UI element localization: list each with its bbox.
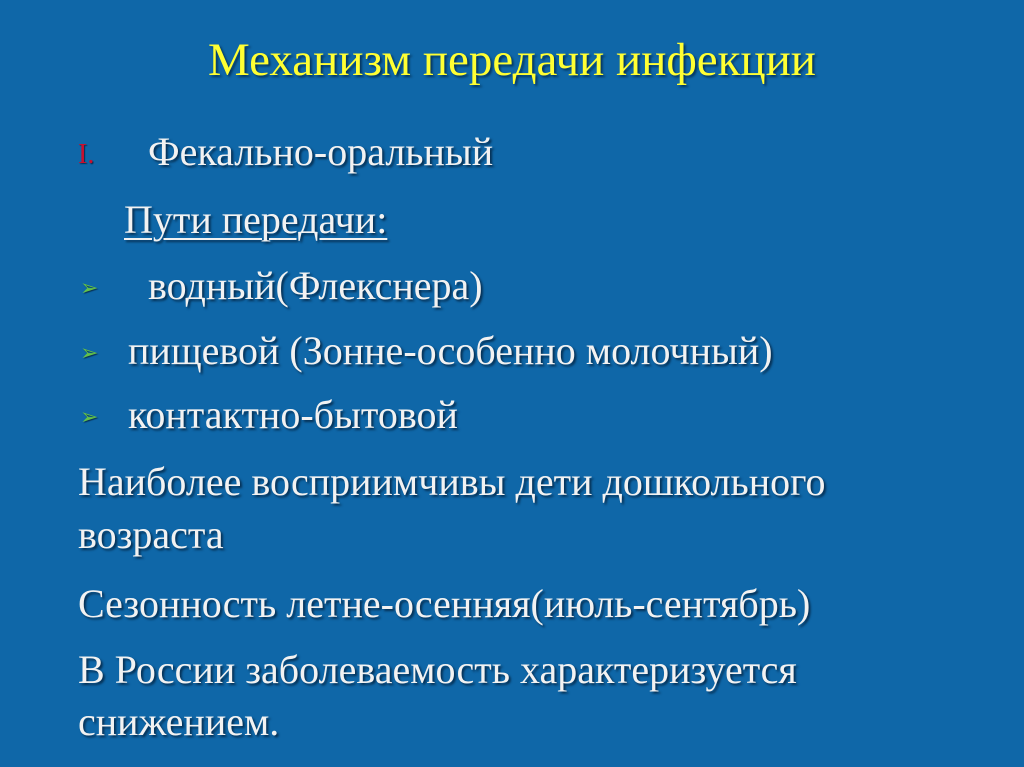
susceptibility-text-line2: возраста <box>78 512 224 557</box>
russia-incidence-text-line2: снижением. <box>78 699 280 744</box>
seasonality-text: Сезонность летне-осенняя(июль-сентябрь) <box>78 581 811 626</box>
russia-incidence-text-line1: В России заболеваемость характеризуется <box>78 647 797 692</box>
section-heading: Фекально-оральный <box>148 129 494 174</box>
arrow-bullet-icon: ➢ <box>80 405 99 430</box>
route-item-water: водный(Флекснера) <box>148 263 483 308</box>
route-item-food: пищевой (Зонне-особенно молочный) <box>128 328 773 373</box>
route-item-contact: контактно-бытовой <box>128 392 458 437</box>
slide-title: Механизм передачи инфекции <box>208 34 816 86</box>
arrow-bullet-icon: ➢ <box>80 341 99 366</box>
susceptibility-text-line1: Наиболее восприимчивы дети дошкольного <box>78 459 826 504</box>
arrow-bullet-icon: ➢ <box>80 276 99 301</box>
roman-numeral-marker: I. <box>78 139 95 170</box>
transmission-routes-heading: Пути передачи: <box>124 197 388 242</box>
